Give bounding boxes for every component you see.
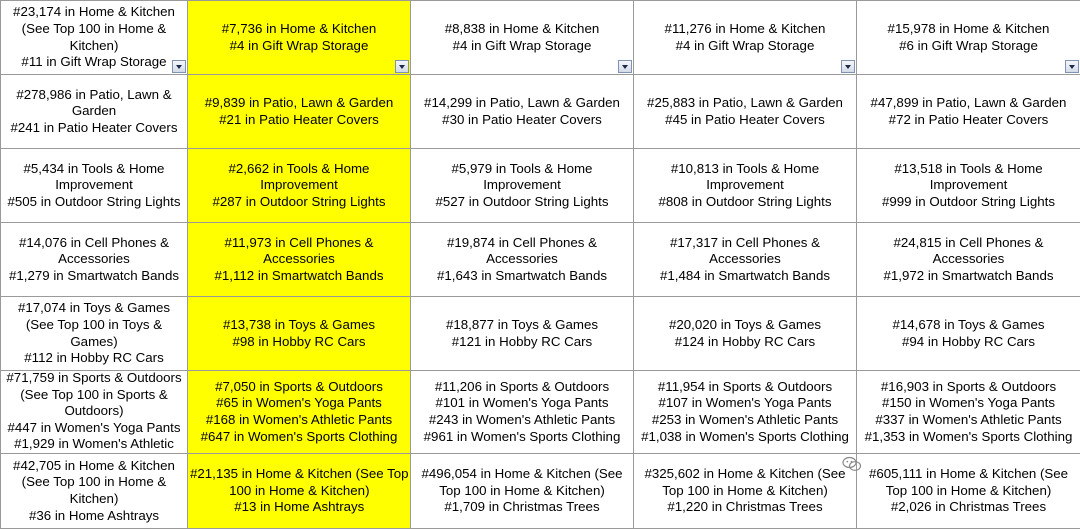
rank-cell[interactable]	[1, 223, 188, 297]
cell-line: #24,815 in Cell Phones &	[883, 235, 1053, 252]
cell-text	[659, 161, 832, 211]
cell-text	[13, 4, 175, 70]
cell-line: #1,972 in Smartwatch Bands	[883, 268, 1053, 285]
filter-dropdown-icon[interactable]	[172, 60, 186, 73]
sheet-row	[1, 149, 1080, 223]
cell-line: #42,705 in Home & Kitchen	[13, 458, 175, 475]
cell-text	[6, 371, 181, 453]
cell-line: #15,978 in Home & Kitchen	[888, 21, 1050, 38]
cell-line: #1,112 in Smartwatch Bands	[214, 268, 383, 285]
rank-cell[interactable]	[634, 371, 857, 454]
cell-text	[869, 466, 1068, 516]
highlighted-rank-cell[interactable]	[188, 297, 411, 371]
rank-cell[interactable]	[1, 297, 188, 371]
rank-cell[interactable]	[857, 297, 1080, 371]
highlighted-rank-cell[interactable]	[188, 149, 411, 223]
cell-line: Kitchen)	[13, 38, 175, 55]
cell-text	[446, 317, 598, 350]
sheet-row	[1, 297, 1080, 371]
cell-line: #8,838 in Home & Kitchen	[445, 21, 600, 38]
cell-line: Games)	[18, 334, 170, 351]
sheet-row	[1, 223, 1080, 297]
cell-line: #6 in Gift Wrap Storage	[888, 38, 1050, 55]
cell-text	[213, 161, 386, 211]
cell-line: #1,279 in Smartwatch Bands	[9, 268, 179, 285]
cell-line: #7,736 in Home & Kitchen	[222, 21, 377, 38]
cell-line: #1,038 in Women's Sports Clothing	[641, 429, 849, 446]
cell-line: #19,874 in Cell Phones &	[437, 235, 607, 252]
cell-line: Improvement	[436, 177, 609, 194]
cell-line: Improvement	[659, 177, 832, 194]
cell-line: #65 in Women's Yoga Pants	[201, 395, 398, 412]
cell-line: #7,050 in Sports & Outdoors	[201, 379, 398, 396]
cell-line: #278,986 in Patio, Lawn &	[10, 87, 177, 104]
cell-text	[190, 466, 409, 516]
cell-line: #4 in Gift Wrap Storage	[445, 38, 600, 55]
cell-line: (See Top 100 in Toys &	[18, 317, 170, 334]
rank-cell[interactable]	[634, 453, 857, 528]
rank-cell[interactable]	[1, 371, 188, 454]
filter-dropdown-icon[interactable]	[1065, 60, 1079, 73]
sheet-row	[1, 453, 1080, 528]
cell-line: Top 100 in Home & Kitchen)	[421, 483, 622, 500]
cell-line: #168 in Women's Athletic Pants	[201, 412, 398, 429]
cell-line: #1,643 in Smartwatch Bands	[437, 268, 607, 285]
rank-cell[interactable]	[1, 1, 188, 75]
cell-text	[641, 379, 849, 445]
rank-cell[interactable]	[634, 223, 857, 297]
cell-text	[436, 161, 609, 211]
rank-cell[interactable]	[411, 297, 634, 371]
cell-line: #17,317 in Cell Phones &	[660, 235, 830, 252]
cell-text	[18, 300, 170, 366]
cell-text	[437, 235, 607, 285]
cell-line: #124 in Hobby RC Cars	[669, 334, 821, 351]
cell-line: #71,759 in Sports & Outdoors	[6, 371, 181, 387]
cell-line: Kitchen)	[13, 491, 175, 508]
cell-line: #72 in Patio Heater Covers	[871, 112, 1067, 129]
cell-text	[9, 235, 179, 285]
cell-text	[10, 87, 177, 137]
cell-line: #101 in Women's Yoga Pants	[424, 395, 621, 412]
cell-text	[223, 317, 375, 350]
rank-cell[interactable]	[1, 149, 188, 223]
rank-cell[interactable]	[1, 75, 188, 149]
cell-line: #1,709 in Christmas Trees	[421, 499, 622, 516]
highlighted-rank-cell[interactable]	[188, 371, 411, 454]
cell-line: Accessories	[9, 251, 179, 268]
highlighted-rank-cell[interactable]	[188, 453, 411, 528]
cell-line: #98 in Hobby RC Cars	[223, 334, 375, 351]
rank-cell[interactable]	[857, 223, 1080, 297]
cell-line: Improvement	[882, 177, 1055, 194]
cell-line: #1,353 in Women's Sports Clothing	[865, 429, 1073, 446]
cell-line: Garden	[10, 103, 177, 120]
cell-line: 100 in Home & Kitchen)	[190, 483, 409, 500]
cell-text	[445, 21, 600, 54]
rank-cell[interactable]	[634, 1, 857, 75]
cell-text	[647, 95, 843, 128]
cell-line: #496,054 in Home & Kitchen (See	[421, 466, 622, 483]
highlighted-rank-cell[interactable]	[188, 1, 411, 75]
cell-text	[883, 235, 1053, 285]
cell-line: #1,220 in Christmas Trees	[644, 499, 845, 516]
cell-line: #20,020 in Toys & Games	[669, 317, 821, 334]
cell-text	[222, 21, 377, 54]
sheet-row	[1, 75, 1080, 149]
cell-line: #30 in Patio Heater Covers	[424, 112, 620, 129]
cell-text	[13, 458, 175, 524]
wechat-watermark-icon	[842, 456, 862, 472]
cell-line: #16,903 in Sports & Outdoors	[865, 379, 1073, 396]
cell-line: #5,979 in Tools & Home	[436, 161, 609, 178]
cell-text	[882, 161, 1055, 211]
cell-text	[888, 21, 1050, 54]
cell-text	[865, 379, 1073, 445]
cell-line: Accessories	[660, 251, 830, 268]
cell-line: #1,929 in Women's Athletic	[6, 436, 181, 453]
cell-line: #11,276 in Home & Kitchen	[665, 21, 826, 38]
cell-line: (See Top 100 in Home &	[13, 21, 175, 38]
cell-line: #11,206 in Sports & Outdoors	[424, 379, 621, 396]
highlighted-rank-cell[interactable]	[188, 223, 411, 297]
cell-line: Top 100 in Home & Kitchen)	[869, 483, 1068, 500]
cell-line: (See Top 100 in Home &	[13, 474, 175, 491]
cell-line: #14,299 in Patio, Lawn & Garden	[424, 95, 620, 112]
cell-line: #527 in Outdoor String Lights	[436, 194, 609, 211]
cell-line: #808 in Outdoor String Lights	[659, 194, 832, 211]
cell-line: #325,602 in Home & Kitchen (See	[644, 466, 845, 483]
cell-line: #36 in Home Ashtrays	[13, 508, 175, 525]
cell-text	[660, 235, 830, 285]
rank-cell[interactable]	[411, 371, 634, 454]
rank-cell[interactable]	[634, 75, 857, 149]
highlighted-rank-cell[interactable]	[188, 75, 411, 149]
filter-dropdown-icon[interactable]	[841, 60, 855, 73]
cell-line: #10,813 in Tools & Home	[659, 161, 832, 178]
cell-text	[424, 95, 620, 128]
cell-line: #4 in Gift Wrap Storage	[665, 38, 826, 55]
rank-cell[interactable]	[857, 149, 1080, 223]
cell-text	[205, 95, 394, 128]
cell-line: #47,899 in Patio, Lawn & Garden	[871, 95, 1067, 112]
cell-text	[644, 466, 845, 516]
cell-line: #21,135 in Home & Kitchen (See Top	[190, 466, 409, 483]
cell-line: #647 in Women's Sports Clothing	[201, 429, 398, 446]
cell-line: Outdoors)	[6, 403, 181, 420]
cell-line: #505 in Outdoor String Lights	[8, 194, 181, 211]
rank-cell[interactable]	[411, 223, 634, 297]
cell-line: Improvement	[213, 177, 386, 194]
rank-cell[interactable]	[634, 149, 857, 223]
cell-line: #17,074 in Toys & Games	[18, 300, 170, 317]
cell-line: #4 in Gift Wrap Storage	[222, 38, 377, 55]
cell-text	[669, 317, 821, 350]
cell-line: #287 in Outdoor String Lights	[213, 194, 386, 211]
rank-cell[interactable]	[857, 1, 1080, 75]
cell-line: #9,839 in Patio, Lawn & Garden	[205, 95, 394, 112]
cell-text	[201, 379, 398, 445]
cell-line: #13,738 in Toys & Games	[223, 317, 375, 334]
cell-line: #13,518 in Tools & Home	[882, 161, 1055, 178]
cell-line: #45 in Patio Heater Covers	[647, 112, 843, 129]
cell-line: #11,954 in Sports & Outdoors	[641, 379, 849, 396]
cell-line: #2,026 in Christmas Trees	[869, 499, 1068, 516]
rank-cell[interactable]	[634, 297, 857, 371]
cell-text	[8, 161, 181, 211]
rank-cell[interactable]	[411, 149, 634, 223]
rank-cell[interactable]	[857, 75, 1080, 149]
cell-line: #18,877 in Toys & Games	[446, 317, 598, 334]
cell-line: #447 in Women's Yoga Pants	[6, 420, 181, 437]
cell-line: #13 in Home Ashtrays	[190, 499, 409, 516]
rank-cell[interactable]	[411, 453, 634, 528]
cell-line: #605,111 in Home & Kitchen (See	[869, 466, 1068, 483]
cell-text	[871, 95, 1067, 128]
cell-line: #243 in Women's Athletic Pants	[424, 412, 621, 429]
cell-line: #253 in Women's Athletic Pants	[641, 412, 849, 429]
cell-line: #241 in Patio Heater Covers	[10, 120, 177, 137]
rank-cell[interactable]	[857, 371, 1080, 454]
sheet-row	[1, 371, 1080, 454]
sheet-row	[1, 1, 1080, 75]
rank-cell[interactable]	[857, 453, 1080, 528]
sheet-body	[1, 1, 1080, 529]
cell-text	[424, 379, 621, 445]
rank-cell[interactable]	[1, 453, 188, 528]
cell-line: #337 in Women's Athletic Pants	[865, 412, 1073, 429]
rank-cell[interactable]	[411, 75, 634, 149]
cell-line: #11 in Gift Wrap Storage	[13, 54, 175, 71]
filter-dropdown-icon[interactable]	[395, 60, 409, 73]
cell-line: #14,678 in Toys & Games	[892, 317, 1044, 334]
cell-text	[421, 466, 622, 516]
cell-line: Accessories	[437, 251, 607, 268]
cell-line: #999 in Outdoor String Lights	[882, 194, 1055, 211]
cell-line: #121 in Hobby RC Cars	[446, 334, 598, 351]
cell-line: #11,973 in Cell Phones &	[214, 235, 383, 252]
cell-line: Improvement	[8, 177, 181, 194]
cell-line: #1,484 in Smartwatch Bands	[660, 268, 830, 285]
cell-line: #23,174 in Home & Kitchen	[13, 4, 175, 21]
cell-text	[214, 235, 383, 285]
cell-line: (See Top 100 in Sports &	[6, 387, 181, 404]
cell-line: #150 in Women's Yoga Pants	[865, 395, 1073, 412]
cell-line: Accessories	[214, 251, 383, 268]
cell-text	[892, 317, 1044, 350]
filter-dropdown-icon[interactable]	[618, 60, 632, 73]
cell-line: #21 in Patio Heater Covers	[205, 112, 394, 129]
cell-line: #14,076 in Cell Phones &	[9, 235, 179, 252]
cell-line: #112 in Hobby RC Cars	[18, 350, 170, 367]
rank-cell[interactable]	[411, 1, 634, 75]
cell-line: #5,434 in Tools & Home	[8, 161, 181, 178]
cell-line: #2,662 in Tools & Home	[213, 161, 386, 178]
cell-line: Top 100 in Home & Kitchen)	[644, 483, 845, 500]
cell-line: #25,883 in Patio, Lawn & Garden	[647, 95, 843, 112]
cell-line: #107 in Women's Yoga Pants	[641, 395, 849, 412]
cell-line: #94 in Hobby RC Cars	[892, 334, 1044, 351]
cell-text	[665, 21, 826, 54]
cell-line: Accessories	[883, 251, 1053, 268]
cell-line: #961 in Women's Sports Clothing	[424, 429, 621, 446]
